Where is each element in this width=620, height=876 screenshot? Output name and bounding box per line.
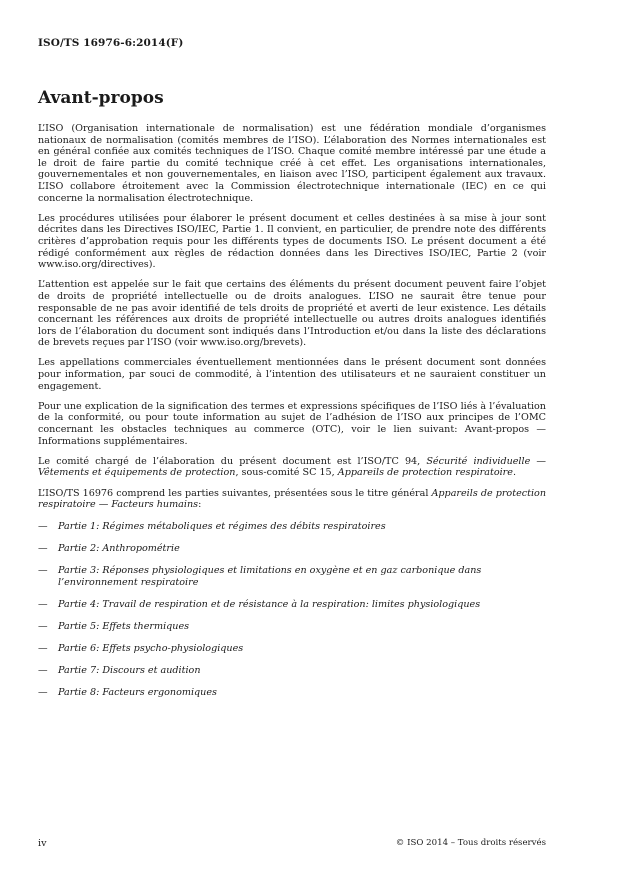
page-number: iv [38, 838, 47, 849]
committee-text-e: . [512, 467, 517, 479]
paragraph-iso-intro: L’ISO (Organisation internationale de normalisation) est une fédération mondiale d’organismes nationaux de normalisation (comités membres de l’ISO). L’élaboration des Normes internationales est en général confiée aux comités techniques de l’ISO. Chaque comité membre intéressé par une étude a le droit de faire partie du comité technique créé à cet effet. Les organisations internationales, gouvernementales et non gouvernementales, en liaison avec l’ISO, participent également aux travaux. L’ISO collabore étroitement avec la Commission électrotechnique internationale (IEC) en ce qui concerne la normalisation électrotechnique. [38, 123, 546, 204]
list-item [38, 665, 546, 677]
list-item [38, 565, 546, 588]
list-item [38, 543, 546, 555]
part-title: Partie 3: Réponses physiologiques et limitations en oxygène et en gaz carbonique dans l’environnement respiratoire [58, 564, 482, 588]
committee-text-a: Le comité chargé de l’élaboration du présent document est l’ISO/TC 94, [38, 455, 427, 467]
dash: — [38, 687, 48, 699]
dash: — [38, 564, 48, 576]
parts-list [38, 521, 546, 699]
part-title: Partie 8: Facteurs ergonomiques [58, 687, 217, 699]
copyright-notice: © ISO 2014 – Tous droits réservés [395, 838, 546, 848]
list-item [38, 521, 546, 533]
page-title: Avant-propos [38, 88, 164, 108]
dash: — [38, 620, 48, 632]
part-title: Partie 6: Effets psycho-physiologiques [58, 642, 244, 654]
list-item [38, 687, 546, 699]
general-title: Appareils de protection respiratoire — Facteurs humains [38, 487, 546, 511]
part-title: Partie 2: Anthropométrie [58, 542, 180, 554]
dash: — [38, 542, 48, 554]
paragraph-conformity: Pour une explication de la signification des termes et expressions spécifiques de l’ISO liés à l’évaluation de la conformité, ou pour toute information au sujet de l’adhésion de l’ISO aux principes de l’OMC concernant les obstacles techniques au commerce (OTC), voir le lien suivant: Avant-propos — Informations supplémentaires. [38, 400, 546, 447]
parts-intro-colon: : [198, 499, 202, 511]
dash: — [38, 642, 48, 654]
paragraph-procedures: Les procédures utilisées pour élaborer le présent document et celles destinées à sa mise à jour sont décrites dans les Directives ISO/IEC, Partie 1. Il convient, en particulier, de prendre note des différents critères d’approbation requis pour les différents types de documents ISO. Le présent document a été rédigé conformément aux règles de rédaction données dans les Directives ISO/IEC, Partie 2 (voir www.iso.org/directives). [38, 212, 546, 271]
dash: — [38, 664, 48, 676]
dash: — [38, 598, 48, 610]
paragraph-trade-names: Les appellations commerciales éventuellement mentionnées dans le présent document sont données pour information, par souci de commodité, à l’intention des utilisateurs et ne sauraient constituer un engagement. [38, 357, 546, 392]
part-title: Partie 7: Discours et audition [58, 664, 201, 676]
paragraph-parts-intro [38, 488, 546, 511]
part-title: Partie 5: Effets thermiques [58, 620, 190, 632]
subcommittee-title: Appareils de protection respiratoire [337, 467, 513, 479]
part-title: Partie 4: Travail de respiration et de résistance à la respiration: limites physiologiques [58, 598, 481, 610]
list-item [38, 621, 546, 633]
foreword-body [38, 123, 546, 709]
list-item [38, 599, 546, 611]
part-title: Partie 1: Régimes métaboliques et régimes des débits respiratoires [58, 520, 386, 532]
parts-intro-text: L’ISO/TS 16976 comprend les parties suivantes, présentées sous le titre général [38, 487, 432, 499]
dash: — [38, 520, 48, 532]
document-identifier: ISO/TS 16976-6:2014(F) [38, 37, 184, 49]
committee-text-c: , sous-comité SC 15, [235, 467, 338, 479]
list-item [38, 643, 546, 655]
paragraph-patent-rights: L’attention est appelée sur le fait que certains des éléments du présent document peuvent faire l’objet de droits de propriété intellectuelle ou de droits analogues. L’ISO ne saurait être tenue pour responsable de ne pas avoir identifié de tels droits de propriété et averti de leur existence. Les détails concernant les références aux droits de propriété intellectuelle ou autres droits analogues identifiés lors de l’élaboration du document sont indiqués dans l’Introduction et/ou dans la liste des déclarations de brevets reçues par l’ISO (voir www.iso.org/brevets). [38, 279, 546, 349]
committee-title: Sécurité individuelle — Vêtements et équipements de protection [38, 455, 546, 479]
paragraph-committee [38, 456, 546, 479]
